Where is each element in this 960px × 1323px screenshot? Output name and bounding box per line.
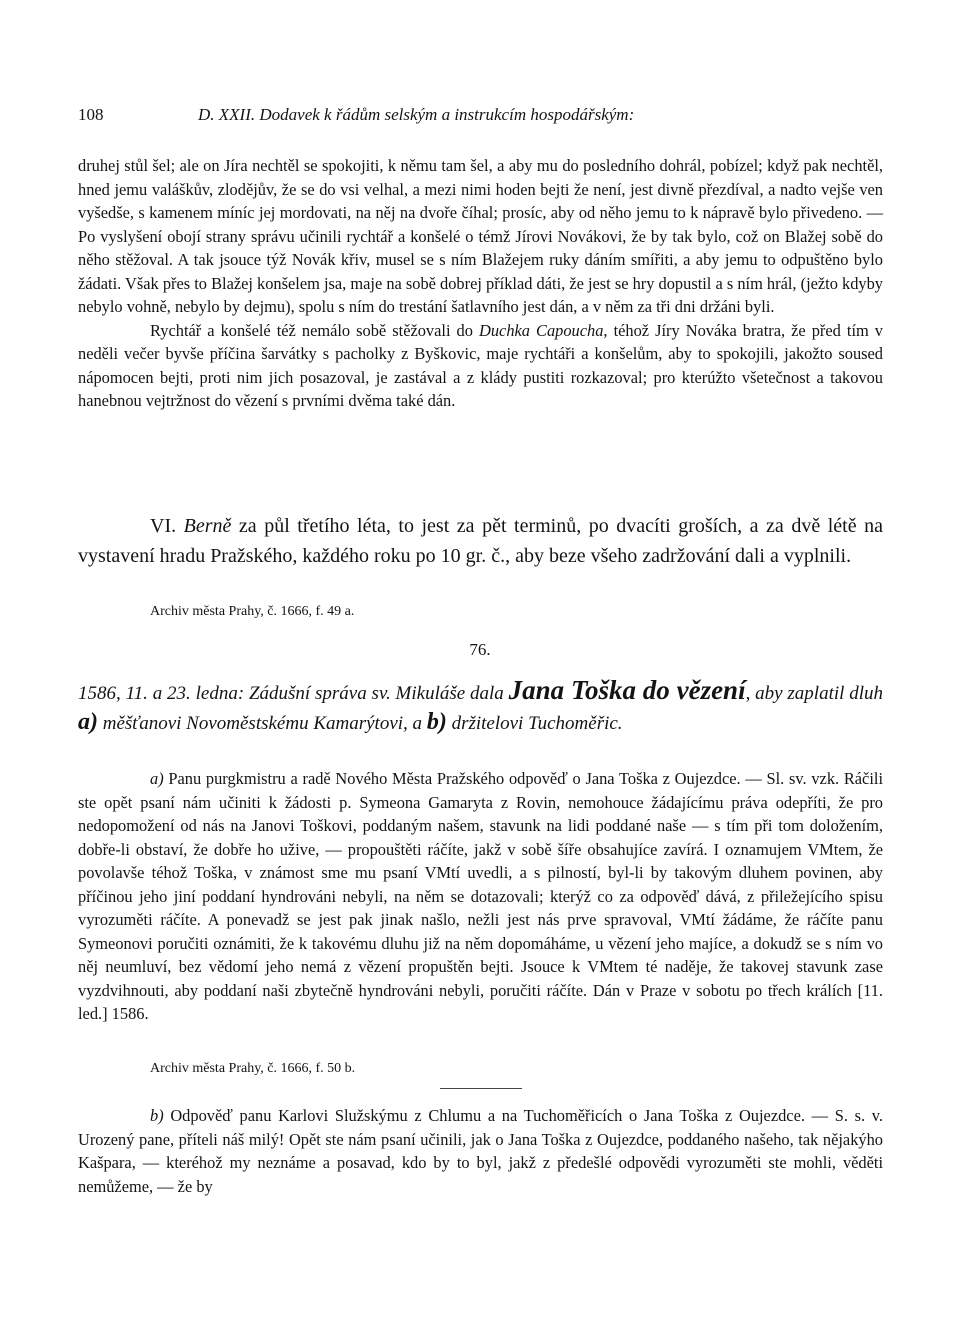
letter-a-text: [78, 767, 883, 1026]
emphasized-word: Berně: [183, 515, 232, 537]
heading-label-a: a): [78, 709, 98, 735]
archive-source-2: Archiv města Prahy, č. 1666, f. 50 b.: [150, 1061, 356, 1076]
letter-b-paragraph: b) Odpověď panu Karlovi Služskýmu z Chlumu a na Tuchoměřicích o Jana Toška z Oujezdce. — S. s. v. Urozený pane, příteli náš milý! Opět ste nám psaní učinili, jak o Jana Toška z Oujezdce, poddaného našeho, tak nějakýho Kašpara, — kteréhož my neznáme a posavad, kdo by to byl, jakž z předešlé odpovědi vyrozuměti ste mohli, věděti nemůžeme, — že by: [78, 1106, 883, 1196]
paragraph-rychtar: Rychtář a konšelé též nemálo sobě stěžovali do Duchka Capoucha, téhož Jíry Nováka bratra, že před tím v neděli večer byvše příčina šarvátky s pacholky z Byškovic, maje rychtáři a konšelům, aby to spokojili, jakožto soused nápomocen bejti, proti nim jich posazoval, je zastával a z klády pustiti rozkazoval; pro kterúžto všetečnost a takovou hanebnou vejtržnost do vězení s prvními dvěma také dán.: [78, 320, 884, 410]
document-number: 76.: [469, 640, 491, 659]
heading-label-b: b): [426, 709, 447, 735]
letter-b-label: b): [150, 1106, 164, 1125]
section-1-text: [78, 154, 883, 413]
archive-source-1: Archiv města Prahy, č. 1666, f. 49 a.: [150, 604, 355, 619]
paragraph-continued: druhej stůl šel; ale on Jíra nechtěl se spokojiti, k němu tam šel, a aby mu do posledního dohrál, pobízel; když pak nechtěl, hned jemu valáškův, zlodějův, že se do vsi velhal, a mezi nimi hoden bejti že není, jest divně přezdíval, a nadto vejše ven vyšedše, s kamenem míníc jej mordovati, na něj na dvoře číhal; prosíc, aby od něho jemu to k nápravě bylo přivedeno. — Po vyslyšení obojí strany správu učinili rychtář a konšelé o témž Jírovi Novákovi, že by tak bylo, což on Blažej sobě do něho stěžoval. A tak jsouce týž Novák křiv, musel se s ním Blažejem ruky dáním smířiti, a aby jemu to odpuštěno bylo žádati. Však přes to Blažej konšelem jsa, maje na sobě dobrej příklad dáti, že jest se hry dopustil a s ním hrál, (ježto kdyby nebylo vohně, nebylo by dejmu), spolu s ním do trestání šatlavního jest dán, a v něm za tři dni držáni byli.: [78, 156, 883, 316]
page-number: 108: [78, 105, 104, 124]
section-2-text: [78, 512, 883, 571]
running-header: [78, 103, 888, 127]
letter-a-label: a): [150, 769, 164, 788]
letter-b-text: [78, 1104, 883, 1198]
heading-emphasis: Jana Toška do vězení: [508, 675, 746, 705]
paragraph-berne: VI. Berně za půl třetího léta, to jest za pět terminů, po dvacíti groších, a za dvě létě na vystavení hradu Pražského, každého roku po 10 gr. č., aby beze všeho zadržování dali a vyplnili.: [78, 515, 883, 567]
section-numeral: VI.: [150, 515, 177, 537]
divider-rule: [440, 1088, 522, 1089]
running-title: D. XXII. Dodavek k řádům selským a instrukcím hospodářským:: [198, 105, 635, 124]
letter-a-paragraph: a) Panu purgkmistru a radě Nového Města Pražského odpověď o Jana Toška z Oujezdce. — Sl. sv. vzk. Ráčili ste opět psaní nám učiniti k žádosti p. Symeona Gamaryta z Rovin, nemohouce žádajícímu práva odepříti, že pro nedopomožení od nás na Janovi Toškovi, poddaným našem, stavunk na lidi poddané naše — s tím při tom doložením, dobře-li obstaví, že dobře ho užive, — propouštěti ráčíte, jakž v sobě šíře obsahujíce zavírá. I oznamujem VMtem, že povolavše téhož Toška, v známost sme mu psaní VMtí uvedli, a s pilností, byl-li by takovým dluhem povinen, aby příčinou jeho jiní poddaní hyndrováni nebyli, na něm se dotazovali; kterýž co za odpověď dává, z přiležejícího spisu vyrozuměti ráčíte. A ponevadž se jest pak jinak našlo, nežli jest nás prve spravoval, VMtí žádáme, že ráčíte panu Symeonovi poručiti oznámiti, že k takovému dluhu již na něm dopomáháme, u vězení jeho majíce, a dokudž se s ním vo něj neumluví, bez vědomí jeho nemá z vězení propuštěn bejti. Jsouce k VMtem té naděje, že takovej stavunk zase vyzdvihnouti, aby poddaní naši zbytečně hyndrováni nebyli, poručiti ráčíte. Dán v Praze v sobotu po třech králích [11. led.] 1586.: [78, 769, 883, 1023]
document-heading: 1586, 11. a 23. ledna: Zádušní správa sv. Mikuláše dala Jana Toška do vězení, aby zaplatil dluh a) měšťanovi Novoměstskému Kamarýtovi, a b) držitelovi Tuchoměřic.: [78, 675, 883, 735]
person-name: Duchka Capoucha: [479, 320, 604, 340]
